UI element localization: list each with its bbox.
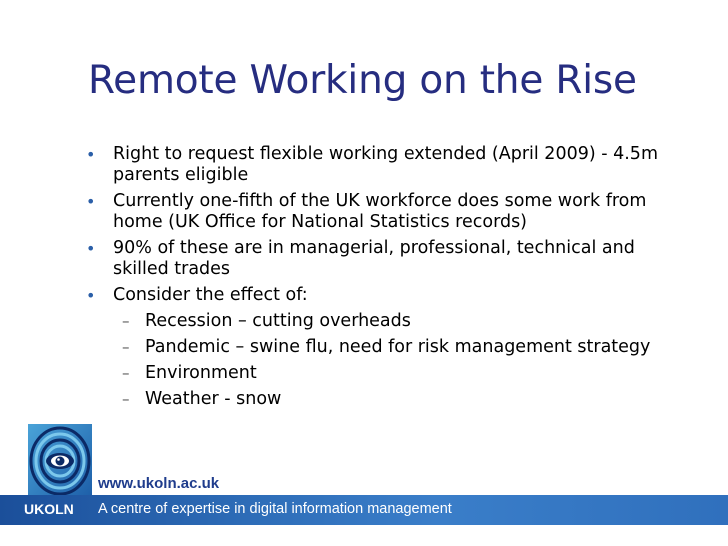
sub-bullet-item [86,363,686,384]
footer-tagline: A centre of expertise in digital information management [98,501,452,517]
sub-bullet-item [86,389,686,410]
dash-icon: – [122,338,130,356]
ukoln-eye-logo-icon [28,424,92,498]
bullet-icon: • [86,192,96,211]
bullet-item [86,238,686,280]
sub-bullet-text: Environment [145,363,257,383]
bullet-list [86,144,686,415]
sub-bullet-text: Weather - snow [145,389,282,409]
dash-icon: – [122,312,130,330]
bullet-icon: • [86,145,96,164]
sub-bullet-text: Recession – cutting overheads [145,311,411,331]
bullet-icon: • [86,239,96,258]
bullet-text: Consider the effect of: [113,285,308,305]
sub-bullet-item [86,311,686,332]
org-name: UKOLN [24,501,74,517]
bullet-item [86,285,686,306]
bullet-item [86,144,686,186]
bullet-icon: • [86,286,96,305]
bullet-text: Currently one-fifth of the UK workforce does some work from home (UK Office for National Statistics records) [113,191,647,232]
bullet-item [86,191,686,233]
dash-icon: – [122,390,130,408]
website-url: www.ukoln.ac.uk [98,475,220,492]
slide-title: Remote Working on the Rise [88,58,637,103]
sub-bullet-text: Pandemic – swine flu, need for risk management strategy [145,337,651,357]
dash-icon: – [122,364,130,382]
bullet-text: 90% of these are in managerial, professional, technical and skilled trades [113,238,635,279]
sub-bullet-item [86,337,686,358]
bullet-text: Right to request flexible working extended (April 2009) - 4.5m parents eligible [113,144,658,185]
